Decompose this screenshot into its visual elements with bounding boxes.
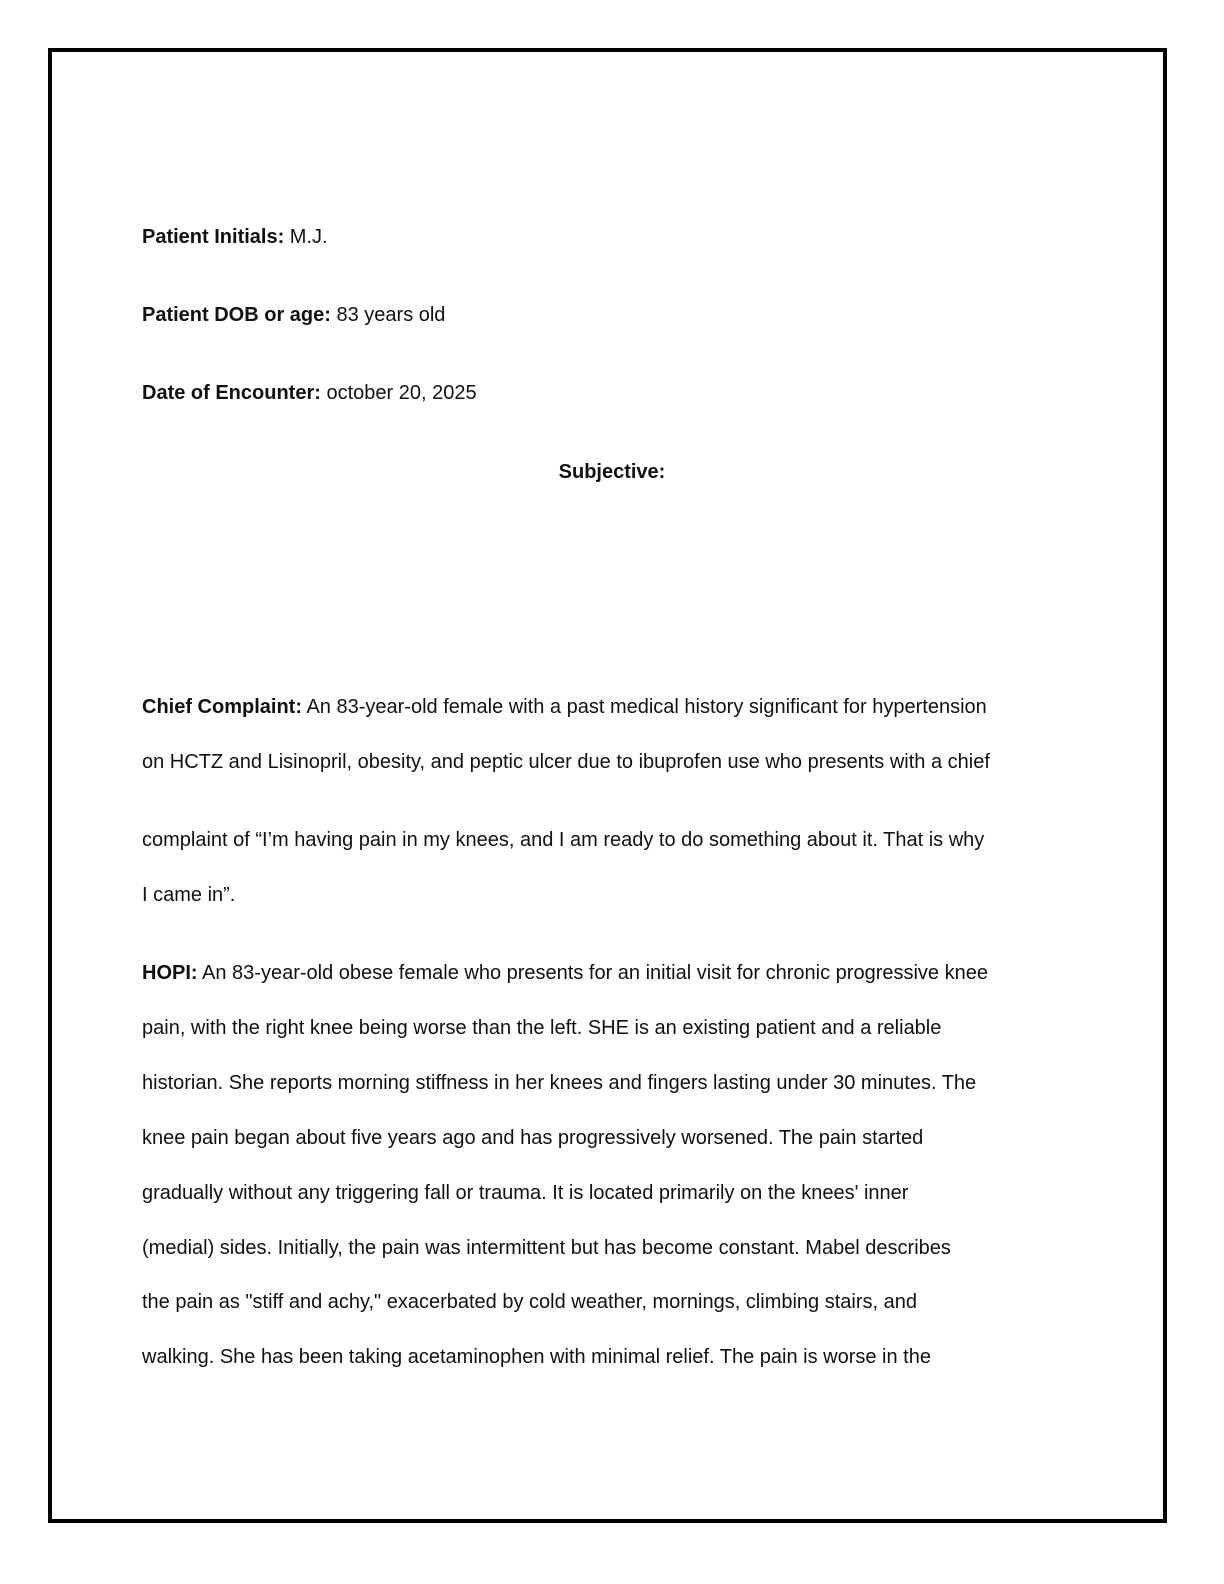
- hopi-line: [142, 961, 988, 985]
- patient-age-value: 83 years old: [330, 304, 446, 326]
- hopi-label: HOPI:: [142, 962, 198, 984]
- chief-complaint-line: [142, 695, 987, 719]
- hopi-line: knee pain began about five years ago and has progressively worsened. The pain started: [142, 1127, 924, 1149]
- patient-initials-value: M.J.: [284, 226, 328, 248]
- hopi-line: walking. She has been taking acetaminophen with minimal relief. The pain is worse in the: [142, 1346, 931, 1368]
- chief-complaint-label: Chief Complaint:: [142, 696, 302, 718]
- patient-initials-label: Patient Initials:: [142, 226, 285, 248]
- chief-complaint-line: on HCTZ and Lisinopril, obesity, and peptic ulcer due to ibuprofen use who presents with a chief: [142, 751, 990, 773]
- subjective-heading: Subjective:: [558, 461, 666, 483]
- encounter-date-value: october 20, 2025: [320, 382, 477, 404]
- chief-complaint-text: An 83-year-old female with a past medical history significant for hypertension: [302, 696, 987, 718]
- hopi-line: (medial) sides. Initially, the pain was intermittent but has become constant. Mabel describes: [142, 1237, 951, 1259]
- hopi-line: historian. She reports morning stiffness in her knees and fingers lasting under 30 minutes. The: [142, 1072, 977, 1094]
- hopi-line: gradually without any triggering fall or trauma. It is located primarily on the knees' inner: [142, 1182, 909, 1204]
- chief-complaint-line: I came in”.: [142, 884, 236, 906]
- hopi-line: the pain as "stiff and achy," exacerbated by cold weather, mornings, climbing stairs, and: [142, 1291, 917, 1313]
- hopi-line: pain, with the right knee being worse than the left. SHE is an existing patient and a reliable: [142, 1017, 942, 1039]
- chief-complaint-line: complaint of “I’m having pain in my knees, and I am ready to do something about it. That is why: [142, 829, 985, 851]
- patient-initials-field: [142, 225, 328, 249]
- patient-age-label: Patient DOB or age:: [142, 304, 331, 326]
- encounter-date-label: Date of Encounter:: [142, 382, 321, 404]
- encounter-date-field: [142, 381, 477, 405]
- hopi-text: An 83-year-old obese female who presents for an initial visit for chronic progressive knee: [197, 962, 988, 984]
- patient-age-field: [142, 303, 445, 327]
